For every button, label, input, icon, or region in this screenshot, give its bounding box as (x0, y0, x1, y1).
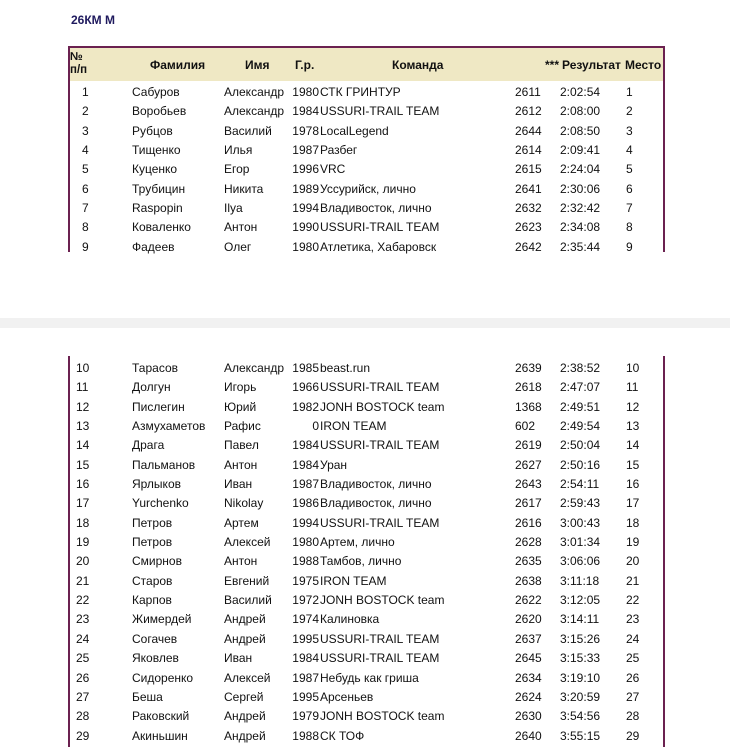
cell-result: 2:35:44 (560, 239, 601, 254)
cell-num: 21 (76, 573, 90, 588)
cell-last-name: Акиньшин (132, 728, 188, 743)
cell-year: 1987 (292, 477, 319, 492)
cell-year: 1985 (292, 361, 319, 375)
table-row (68, 140, 665, 159)
header-num-line2: п/п (70, 64, 88, 76)
cell-team: USSURI-TRAIL TEAM (320, 220, 440, 235)
cell-num: 13 (76, 419, 90, 434)
cell-place: 11 (626, 380, 639, 395)
cell-first-name: Андрей (224, 612, 266, 627)
cell-last-name: Сидоренко (132, 670, 194, 685)
cell-first-name: Александр (224, 104, 285, 119)
cell-team: Уран (320, 457, 348, 472)
table-row (68, 474, 665, 493)
header-bib: *** (545, 58, 560, 72)
cell-num: 14 (76, 438, 90, 453)
cell-num: 28 (76, 709, 90, 724)
cell-first-name: Олег (224, 239, 252, 254)
cell-result: 2:08:50 (560, 123, 601, 138)
cell-place: 21 (626, 573, 640, 588)
cell-bib: 2623 (515, 220, 542, 235)
cell-place: 15 (626, 457, 640, 472)
cell-bib: 2639 (515, 361, 542, 375)
cell-first-name: Василий (224, 123, 272, 138)
cell-last-name: Долгун (132, 380, 171, 395)
cell-team: JONH BOSTOCK team (320, 709, 445, 724)
cell-first-name: Андрей (224, 631, 266, 646)
table-row (68, 493, 665, 512)
cell-place: 27 (626, 689, 640, 704)
cell-result: 3:06:06 (560, 554, 601, 569)
cell-year: 1990 (292, 220, 319, 235)
cell-place: 20 (626, 554, 640, 569)
cell-bib: 2616 (515, 515, 542, 530)
cell-result: 3:15:26 (560, 631, 601, 646)
cell-result: 3:14:11 (560, 612, 600, 627)
cell-place: 13 (626, 419, 640, 434)
cell-place: 24 (626, 631, 640, 646)
cell-bib: 2619 (515, 438, 542, 453)
cell-num: 23 (76, 612, 90, 627)
cell-first-name: Иван (224, 477, 253, 492)
cell-result: 3:12:05 (560, 593, 601, 608)
cell-last-name: Сабуров (132, 85, 180, 99)
cell-year: 1979 (292, 709, 319, 724)
cell-bib: 602 (515, 419, 536, 434)
cell-place: 14 (626, 438, 640, 453)
cell-year: 1980 (292, 239, 319, 254)
cell-first-name: Евгений (224, 573, 270, 588)
cell-result: 2:50:04 (560, 438, 601, 453)
cell-last-name: Карпов (132, 593, 172, 608)
cell-year: 1996 (292, 162, 319, 177)
header-num-line1: № (70, 51, 83, 63)
cell-team: USSURI-TRAIL TEAM (320, 380, 440, 395)
cell-bib: 2620 (515, 612, 542, 627)
cell-result: 2:08:00 (560, 104, 601, 119)
table-row (68, 237, 665, 256)
cell-year: 1984 (292, 438, 319, 453)
cell-year: 1984 (292, 457, 319, 472)
cell-team: Владивосток, лично (320, 201, 432, 216)
cell-place: 10 (626, 361, 640, 375)
header-last-name: Фамилия (150, 58, 206, 72)
cell-team: JONH BOSTOCK team (320, 593, 445, 608)
table-row (68, 159, 665, 178)
table-row (68, 82, 665, 101)
cell-last-name: Куценко (132, 162, 178, 177)
cell-bib: 2641 (515, 181, 542, 196)
cell-last-name: Ярлыков (132, 477, 181, 492)
cell-year: 1988 (292, 554, 319, 569)
cell-place: 12 (626, 399, 640, 414)
cell-bib: 2645 (515, 651, 542, 666)
cell-team: Тамбов, лично (320, 554, 402, 569)
cell-year: 0 (312, 419, 319, 434)
cell-first-name: Василий (224, 593, 272, 608)
cell-place: 1 (626, 85, 633, 99)
cell-last-name: Тарасов (132, 361, 178, 375)
table-row (68, 101, 665, 120)
table-header (70, 48, 663, 81)
cell-result: 2:54:11 (560, 477, 600, 492)
cell-last-name: Беша (132, 689, 163, 704)
cell-place: 26 (626, 670, 640, 685)
cell-year: 1975 (292, 573, 319, 588)
cell-last-name: Старов (132, 573, 173, 588)
table-row (68, 121, 665, 140)
cell-last-name: Коваленко (132, 220, 191, 235)
cell-num: 18 (76, 515, 90, 530)
cell-place: 2 (626, 104, 633, 119)
cell-last-name: Пислегин (132, 399, 185, 414)
cell-team: USSURI-TRAIL TEAM (320, 438, 440, 453)
cell-first-name: Nikolay (224, 496, 264, 511)
cell-place: 7 (626, 201, 633, 216)
cell-result: 2:47:07 (560, 380, 601, 395)
cell-bib: 2642 (515, 239, 542, 254)
cell-year: 1995 (292, 631, 319, 646)
cell-result: 2:49:51 (560, 399, 601, 414)
cell-first-name: Артем (224, 515, 259, 530)
cell-first-name: Алексей (224, 535, 271, 550)
cell-bib: 2611 (515, 85, 541, 99)
cell-first-name: Александр (224, 361, 285, 375)
cell-place: 16 (626, 477, 640, 492)
cell-bib: 2628 (515, 535, 542, 550)
cell-year: 1984 (292, 651, 319, 666)
cell-year: 1995 (292, 689, 319, 704)
cell-bib: 2643 (515, 477, 542, 492)
cell-place: 22 (626, 593, 640, 608)
cell-last-name: Yurchenko (132, 496, 189, 511)
cell-place: 3 (626, 123, 633, 138)
cell-first-name: Алексей (224, 670, 271, 685)
cell-num: 5 (82, 162, 89, 177)
cell-last-name: Пальманов (132, 457, 196, 472)
cell-num: 10 (76, 361, 90, 375)
cell-team: Владивосток, лично (320, 477, 432, 492)
table-row (68, 668, 665, 687)
cell-bib: 2637 (515, 631, 542, 646)
cell-result: 3:15:33 (560, 651, 601, 666)
table-row (68, 648, 665, 667)
cell-result: 3:01:34 (560, 535, 601, 550)
cell-last-name: Петров (132, 515, 173, 530)
cell-bib: 1368 (515, 399, 542, 414)
table-row (68, 687, 665, 706)
cell-result: 2:59:43 (560, 496, 601, 511)
table-row (68, 435, 665, 454)
cell-bib: 2635 (515, 554, 542, 569)
header-num (70, 51, 87, 77)
cell-last-name: Яковлев (132, 651, 179, 666)
cell-bib: 2644 (515, 123, 542, 138)
cell-first-name: Егор (224, 162, 250, 177)
cell-year: 1987 (292, 670, 319, 685)
table-row (68, 217, 665, 236)
cell-first-name: Иван (224, 651, 253, 666)
cell-num: 24 (76, 631, 90, 646)
cell-num: 29 (76, 728, 90, 743)
cell-first-name: Андрей (224, 728, 266, 743)
cell-result: 2:30:06 (560, 181, 601, 196)
cell-year: 1980 (292, 535, 319, 550)
cell-first-name: Илья (224, 143, 253, 158)
cell-year: 1974 (292, 612, 319, 627)
table-row (68, 590, 665, 609)
table-row (68, 377, 665, 396)
header-team: Команда (392, 58, 444, 72)
cell-num: 22 (76, 593, 90, 608)
cell-place: 5 (626, 162, 633, 177)
table-row (68, 532, 665, 551)
cell-bib: 2634 (515, 670, 542, 685)
cell-last-name: Фадеев (132, 239, 175, 254)
results-table-page-1 (68, 46, 665, 252)
table-row (68, 455, 665, 474)
cell-first-name: Сергей (224, 689, 264, 704)
cell-place: 8 (626, 220, 633, 235)
cell-last-name: Смирнов (132, 554, 182, 569)
cell-result: 2:02:54 (560, 85, 601, 99)
table-row (68, 726, 665, 745)
cell-num: 7 (82, 201, 89, 216)
cell-result: 3:00:43 (560, 515, 601, 530)
cell-result: 2:50:16 (560, 457, 601, 472)
cell-num: 9 (82, 239, 89, 254)
cell-bib: 2624 (515, 689, 542, 704)
header-place: Место (625, 58, 662, 72)
cell-last-name: Тищенко (132, 143, 181, 158)
cell-bib: 2622 (515, 593, 542, 608)
cell-result: 2:32:42 (560, 201, 601, 216)
cell-first-name: Антон (224, 220, 258, 235)
cell-first-name: Игорь (224, 380, 257, 395)
cell-bib: 2627 (515, 457, 542, 472)
cell-result: 3:20:59 (560, 689, 601, 704)
cell-team: IRON TEAM (320, 419, 387, 434)
cell-year: 1978 (292, 123, 319, 138)
cell-year: 1982 (292, 399, 319, 414)
cell-year: 1987 (292, 143, 319, 158)
table-row (68, 571, 665, 590)
cell-year: 1994 (292, 201, 319, 216)
cell-bib: 2617 (515, 496, 542, 511)
cell-last-name: Воробьев (132, 104, 187, 119)
cell-team: VRC (320, 162, 346, 177)
cell-first-name: Андрей (224, 709, 266, 724)
cell-team: beast.run (320, 361, 371, 375)
cell-first-name: Павел (224, 438, 259, 453)
table-row (68, 706, 665, 725)
table-row (68, 513, 665, 532)
cell-last-name: Петров (132, 535, 173, 550)
table-row (68, 198, 665, 217)
cell-bib: 2614 (515, 143, 542, 158)
cell-result: 2:38:52 (560, 361, 601, 375)
table-row (68, 397, 665, 416)
cell-result: 3:55:15 (560, 728, 601, 743)
cell-num: 25 (76, 651, 90, 666)
cell-last-name: Жимердей (132, 612, 192, 627)
cell-result: 3:11:18 (560, 573, 600, 588)
cell-place: 9 (626, 239, 633, 254)
cell-result: 2:24:04 (560, 162, 601, 177)
table-row (68, 551, 665, 570)
cell-num: 8 (82, 220, 89, 235)
cell-team: Атлетика, Хабаровск (320, 239, 437, 254)
cell-result: 3:19:10 (560, 670, 601, 685)
cell-team: Арсеньев (320, 689, 374, 704)
cell-place: 29 (626, 728, 640, 743)
cell-num: 1 (82, 85, 89, 99)
page-title: 26КМ М (71, 13, 115, 27)
header-first-name: Имя (245, 58, 270, 72)
cell-team: СК ТОФ (320, 728, 365, 743)
table-row (68, 609, 665, 628)
cell-last-name: Рубцов (132, 123, 173, 138)
cell-team: Владивосток, лично (320, 496, 432, 511)
cell-num: 16 (76, 477, 90, 492)
cell-first-name: Юрий (224, 399, 257, 414)
table-row (68, 358, 665, 377)
cell-year: 1984 (292, 104, 319, 119)
cell-place: 6 (626, 181, 633, 196)
cell-num: 26 (76, 670, 90, 685)
cell-team: Артем, лично (320, 535, 395, 550)
cell-first-name: Никита (224, 181, 264, 196)
cell-result: 2:09:41 (560, 143, 601, 158)
table-body-page-1 (68, 81, 665, 256)
table-row (68, 179, 665, 198)
cell-year: 1994 (292, 515, 319, 530)
cell-num: 4 (82, 143, 89, 158)
cell-year: 1966 (292, 380, 319, 395)
cell-team: СТК ГРИНТУР (320, 85, 401, 99)
table-row (68, 416, 665, 435)
cell-team: Уссурийск, лично (320, 181, 416, 196)
cell-first-name: Рафис (224, 419, 261, 434)
cell-place: 18 (626, 515, 640, 530)
table-row (68, 629, 665, 648)
cell-bib: 2638 (515, 573, 542, 588)
cell-last-name: Раковский (132, 709, 190, 724)
cell-team: USSURI-TRAIL TEAM (320, 515, 440, 530)
cell-last-name: Согачев (132, 631, 178, 646)
cell-bib: 2612 (515, 104, 542, 119)
cell-team: Разбег (320, 143, 358, 158)
cell-year: 1986 (292, 496, 319, 511)
cell-last-name: Драга (132, 438, 165, 453)
cell-num: 6 (82, 181, 89, 196)
cell-year: 1988 (292, 728, 319, 743)
cell-place: 28 (626, 709, 640, 724)
cell-num: 12 (76, 399, 90, 414)
cell-team: Калиновка (320, 612, 380, 627)
cell-first-name: Ilya (224, 201, 243, 216)
page-separator (0, 318, 730, 328)
cell-num: 2 (82, 104, 89, 119)
results-table-page-2 (68, 356, 665, 747)
cell-team: LocalLegend (320, 123, 389, 138)
cell-last-name: Трубицин (132, 181, 186, 196)
cell-num: 3 (82, 123, 89, 138)
cell-team: USSURI-TRAIL TEAM (320, 651, 440, 666)
cell-num: 20 (76, 554, 90, 569)
cell-last-name: Raspopin (132, 201, 183, 216)
table-body-page-2 (68, 356, 665, 745)
header-result: Результат (562, 58, 621, 72)
cell-place: 4 (626, 143, 633, 158)
cell-num: 17 (76, 496, 90, 511)
cell-num: 15 (76, 457, 90, 472)
cell-team: USSURI-TRAIL TEAM (320, 104, 440, 119)
cell-bib: 2632 (515, 201, 542, 216)
cell-result: 2:49:54 (560, 419, 601, 434)
cell-num: 19 (76, 535, 90, 550)
cell-place: 23 (626, 612, 640, 627)
header-year: Г.р. (295, 58, 315, 72)
cell-bib: 2640 (515, 728, 542, 743)
cell-first-name: Антон (224, 457, 258, 472)
cell-bib: 2615 (515, 162, 542, 177)
cell-place: 25 (626, 651, 640, 666)
cell-place: 19 (626, 535, 640, 550)
cell-num: 27 (76, 689, 90, 704)
cell-first-name: Антон (224, 554, 258, 569)
cell-team: IRON TEAM (320, 573, 387, 588)
cell-num: 11 (76, 380, 89, 395)
cell-first-name: Александр (224, 85, 285, 99)
cell-last-name: Азмухаметов (132, 419, 206, 434)
cell-team: JONH BOSTOCK team (320, 399, 445, 414)
cell-team: USSURI-TRAIL TEAM (320, 631, 440, 646)
cell-year: 1980 (292, 85, 319, 99)
cell-result: 2:34:08 (560, 220, 601, 235)
cell-year: 1989 (292, 181, 319, 196)
cell-year: 1972 (292, 593, 319, 608)
cell-place: 17 (626, 496, 640, 511)
cell-bib: 2630 (515, 709, 542, 724)
cell-result: 3:54:56 (560, 709, 601, 724)
cell-bib: 2618 (515, 380, 542, 395)
cell-team: Небудь как гриша (320, 670, 419, 685)
